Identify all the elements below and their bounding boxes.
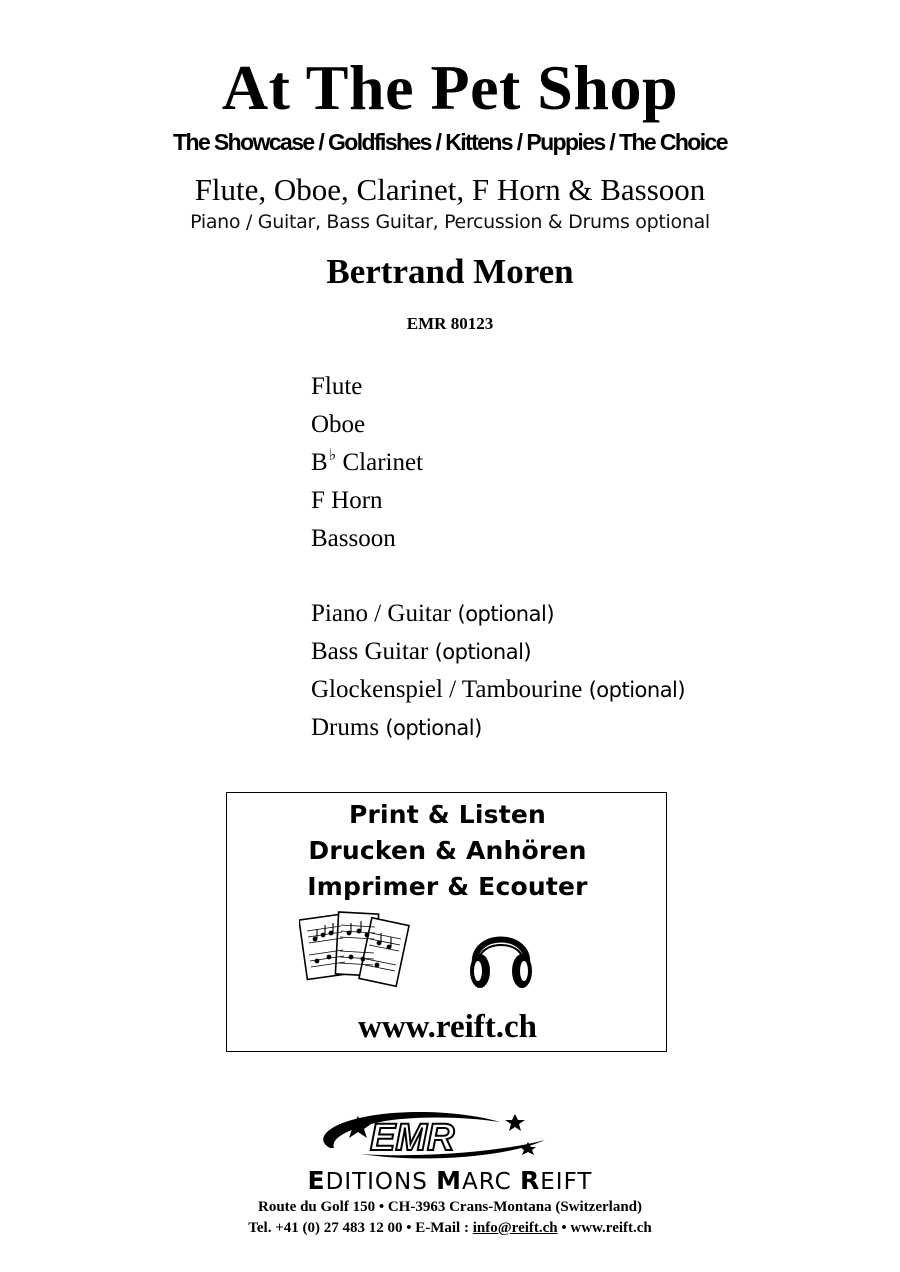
part-bass-guitar xyxy=(311,633,831,671)
composer-name: Bertrand Moren xyxy=(326,252,574,291)
part-oboe: Oboe xyxy=(311,411,366,438)
part-drums-label: Drums xyxy=(311,714,380,741)
headphones-icon xyxy=(465,917,537,993)
publisher-m: M xyxy=(436,1166,463,1195)
publisher-name xyxy=(0,1166,900,1197)
part-glock-label: Glockenspiel / Tambourine xyxy=(311,676,583,703)
publisher-r: R xyxy=(520,1166,541,1195)
clarinet-key: B xyxy=(311,449,328,476)
part-piano-label: Piano / Guitar xyxy=(311,600,452,627)
publisher-address: Route du Golf 150 • CH-3963 Crans-Montana (Switzerland) xyxy=(258,1199,642,1215)
part-clarinet xyxy=(311,444,831,482)
part-flute: Flute xyxy=(311,373,363,400)
part-glockenspiel xyxy=(311,671,831,709)
flat-sign: ♭ xyxy=(328,447,337,464)
parts-list xyxy=(311,368,831,558)
optional-instrumentation: Piano / Guitar, Bass Guitar, Percussion & Drums optional xyxy=(190,211,710,233)
part-piano-guitar xyxy=(311,595,831,633)
optional-label: (optional) xyxy=(385,716,482,740)
promo-url[interactable]: www.reift.ch xyxy=(357,1009,538,1045)
instrumentation: Flute, Oboe, Clarinet, F Horn & Bassoon xyxy=(194,172,706,207)
publisher-arc: ARC xyxy=(462,1169,520,1195)
promo-line-english: Print & Listen xyxy=(348,800,547,829)
catalog-number: EMR 80123 xyxy=(406,314,494,333)
optional-parts-list xyxy=(311,595,831,747)
movements-subtitle: The Showcase / Goldfishes / Kittens / Puppies / The Choice xyxy=(173,129,727,155)
promo-line-french: Imprimer & Ecouter xyxy=(307,872,588,901)
promo-line-german: Drucken & Anhören xyxy=(308,836,587,865)
optional-label: (optional) xyxy=(457,602,555,626)
page-title: At The Pet Shop xyxy=(221,52,679,123)
contact-website: • www.reift.ch xyxy=(557,1220,652,1236)
part-horn: F Horn xyxy=(311,487,383,514)
part-bassoon: Bassoon xyxy=(311,525,396,552)
contact-phone: Tel. +41 (0) 27 483 12 00 • E-Mail : xyxy=(248,1220,473,1236)
publisher-eift: EIFT xyxy=(540,1169,593,1195)
part-drums xyxy=(311,709,831,747)
publisher-ditions: DITIONS xyxy=(325,1169,437,1195)
part-bass-label: Bass Guitar xyxy=(311,638,429,665)
publisher-contact xyxy=(0,1218,900,1238)
emr-logo xyxy=(300,1106,600,1164)
optional-label: (optional) xyxy=(588,678,686,702)
optional-label: (optional) xyxy=(434,640,532,664)
publisher-e: E xyxy=(307,1166,326,1195)
print-listen-box xyxy=(226,792,667,1052)
sheet-music-icon xyxy=(299,911,411,991)
logo-text: EMR xyxy=(370,1117,455,1159)
contact-email-link[interactable]: info@reift.ch xyxy=(472,1220,558,1236)
clarinet-label: Clarinet xyxy=(342,449,424,476)
